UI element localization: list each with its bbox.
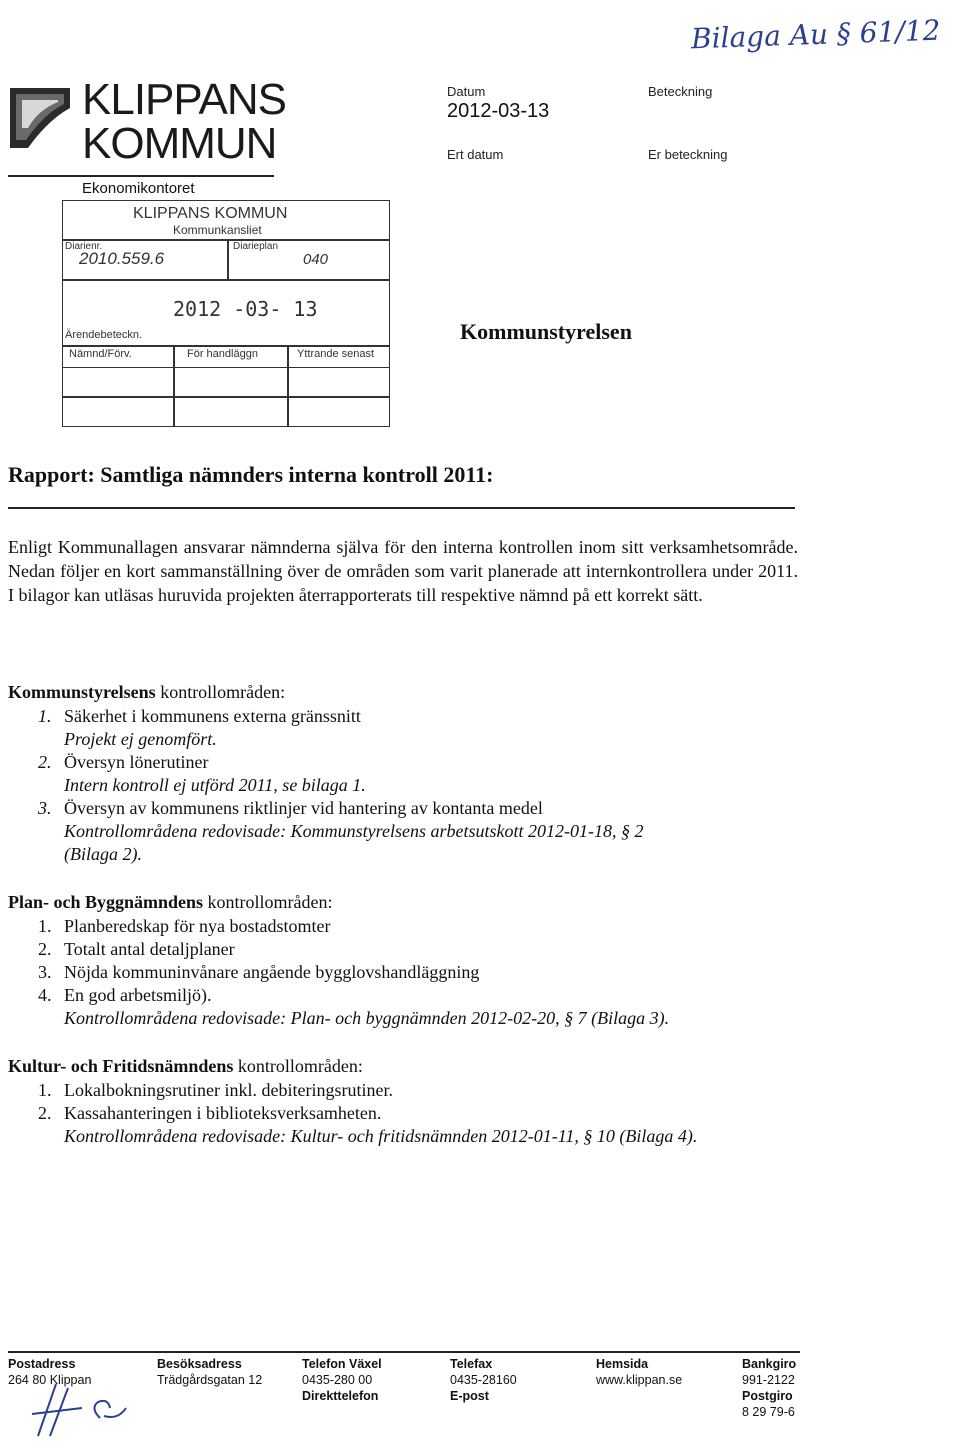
stamp-divider <box>227 239 229 279</box>
list-item <box>8 1102 808 1125</box>
list-item-number: 1. <box>38 1080 52 1100</box>
list-item-number: 2. <box>38 1103 52 1123</box>
telefax-value: 0435-28160 <box>450 1373 517 1387</box>
bankgiro-value: 991-2122 <box>742 1373 795 1387</box>
telefax-label: Telefax <box>450 1357 493 1371</box>
handwritten-initials-icon <box>28 1378 138 1447</box>
footer-besoksadress <box>157 1356 262 1388</box>
er-beteckning-label: Er beteckning <box>648 147 728 162</box>
stamp-divider <box>63 279 389 281</box>
stamp-for-handlaggn-label: För handläggn <box>187 348 258 360</box>
telefon-label: Telefon Växel <box>302 1357 382 1371</box>
stamp-divider <box>63 239 389 241</box>
footer-rule <box>8 1351 800 1353</box>
stamp-namnd-label: Nämnd/Förv. <box>69 348 132 360</box>
stamp-divider <box>173 345 175 367</box>
recipient: Kommunstyrelsen <box>460 319 632 344</box>
besoksadress-value: Trädgårdsgatan 12 <box>157 1373 263 1387</box>
section <box>8 1056 808 1148</box>
stamp-date: 2012 -03- 13 <box>173 297 318 321</box>
list-item-text: Översyn av kommunens riktlinjer vid hantering av kontanta medel <box>64 798 543 818</box>
list-item <box>8 961 808 984</box>
list-item-note: Intern kontroll ej utförd 2011, se bilaga 1. <box>64 775 366 795</box>
section-heading-bold: Plan- och Byggnämndens <box>8 892 204 912</box>
list-item-text: Kassahanteringen i biblioteksverksamheten. <box>64 1103 382 1123</box>
list-item-text: Totalt antal detaljplaner <box>64 939 235 959</box>
section <box>8 892 808 1030</box>
department-rule <box>8 175 274 177</box>
stamp-divider <box>63 345 389 347</box>
list-item-number: 2. <box>38 752 52 772</box>
logo-line-2: KOMMUN <box>82 119 277 168</box>
section-heading-rest: kontrollområden: <box>233 1056 363 1076</box>
section-heading <box>8 892 808 913</box>
list-item <box>8 774 808 797</box>
list-item <box>8 1125 808 1148</box>
list-item-text: Översyn lönerutiner <box>64 752 209 772</box>
list-item <box>8 843 808 866</box>
section-heading <box>8 682 808 703</box>
list-item <box>8 728 808 751</box>
postgiro-label: Postgiro <box>742 1389 793 1403</box>
list-item <box>8 984 808 1007</box>
list-item-number: 1. <box>38 706 52 726</box>
section-heading-rest: kontrollområden: <box>155 682 286 702</box>
beteckning-label: Beteckning <box>648 84 713 99</box>
hemsida-label: Hemsida <box>596 1357 649 1371</box>
logo-text <box>82 75 286 168</box>
logo-line-1: KLIPPANS <box>82 75 286 124</box>
list-item <box>8 938 808 961</box>
list-item-number: 3. <box>38 962 52 982</box>
list-item-text: Säkerhet i kommunens externa gränssnitt <box>64 706 361 726</box>
list-item-text: Planberedskap för nya bostadstomter <box>64 916 331 936</box>
section-heading <box>8 1056 808 1077</box>
postadress-value: 264 80 Klippan <box>8 1373 92 1387</box>
list-item-number: 2. <box>38 939 52 959</box>
stamp-subtitle: Kommunkansliet <box>173 223 262 237</box>
page-title: Rapport: Samtliga nämnders interna kontroll 2011: <box>8 462 494 487</box>
footer-telefon <box>302 1356 382 1404</box>
stamp-diarieplan-value: 040 <box>303 251 329 268</box>
telefon-value: 0435-280 00 <box>302 1373 373 1387</box>
besoksadress-label: Besöksadress <box>157 1357 242 1371</box>
ert-datum-label: Ert datum <box>447 147 504 162</box>
list-item-number: 3. <box>38 798 52 818</box>
footer-telefax <box>450 1356 517 1404</box>
stamp-blank-grid <box>62 366 390 427</box>
stamp-diarieplan-label: Diarieplan <box>233 241 279 252</box>
list-item-number: 4. <box>38 985 52 1005</box>
list-item <box>8 915 808 938</box>
section-heading-rest: kontrollområden: <box>203 892 333 912</box>
handwritten-annotation: Bilaga Au § 61/12 <box>690 13 941 56</box>
intro-paragraph: Enligt Kommunallagen ansvarar nämnderna själva för den interna kontrollen inom sitt verksamhetsområde. Nedan följer en kort sammanställning över de områden som varit planerade att internkontrollera under 2011. I bilagor kan utläsas huruvida projekten återrapporterats till respektive nämnd på ett korrekt sätt. <box>8 537 798 605</box>
list-item <box>8 1007 808 1030</box>
list-item-text: Lokalbokningsrutiner inkl. debiteringsrutiner. <box>64 1080 393 1100</box>
section-heading-bold: Kommunstyrelsens <box>8 682 156 702</box>
list-item-note: (Bilaga 2). <box>64 844 142 864</box>
department-name: Ekonomikontoret <box>82 180 195 197</box>
datum-label: Datum <box>447 84 486 99</box>
stamp-divider <box>287 345 289 367</box>
stamp-yttrande-label: Yttrande senast <box>297 348 375 360</box>
bankgiro-label: Bankgiro <box>742 1357 797 1371</box>
list-item-note: Kontrollområdena redovisade: Kommunstyrelsens arbetsutskott 2012-01-18, § 2 <box>64 821 644 841</box>
direkttelefon-label: Direkttelefon <box>302 1389 379 1403</box>
stamp-diarienr-value: 2010.559.6 <box>79 249 165 268</box>
stamp-title: KLIPPANS KOMMUN <box>133 205 288 222</box>
list-item <box>8 1079 808 1102</box>
list-item-note: Kontrollområdena redovisade: Plan- och byggnämnden 2012-02-20, § 7 (Bilaga 3). <box>64 1008 670 1028</box>
postadress-label: Postadress <box>8 1357 76 1371</box>
list-item <box>8 820 808 843</box>
stamp-arendebeteckn-label: Ärendebeteckn. <box>65 329 143 341</box>
list-item <box>8 797 808 820</box>
list-item-text: En god arbetsmiljö). <box>64 985 212 1005</box>
stamp-diarienr-label: Diarienr. <box>65 241 103 252</box>
control-sections <box>8 682 808 1174</box>
list-item <box>8 751 808 774</box>
epost-label: E-post <box>450 1389 489 1403</box>
list-item-note: Projekt ej genomfört. <box>64 729 217 749</box>
footer-bankgiro <box>742 1356 796 1420</box>
list-item <box>8 705 808 728</box>
list-item-text: Nöjda kommuninvånare angående bygglovshandläggning <box>64 962 480 982</box>
hemsida-value: www.klippan.se <box>596 1373 683 1387</box>
list-item-number: 1. <box>38 916 52 936</box>
list-item-note: Kontrollområdena redovisade: Kultur- och fritidsnämnden 2012-01-11, § 10 (Bilaga 4). <box>64 1126 698 1146</box>
section-heading-bold: Kultur- och Fritidsnämndens <box>8 1056 234 1076</box>
datum-value: 2012-03-13 <box>447 100 550 122</box>
registration-stamp <box>62 200 390 368</box>
title-rule <box>8 507 795 509</box>
section <box>8 682 808 866</box>
postgiro-value: 8 29 79-6 <box>742 1405 795 1419</box>
footer-hemsida <box>596 1356 682 1388</box>
municipality-logo-icon <box>8 80 76 152</box>
